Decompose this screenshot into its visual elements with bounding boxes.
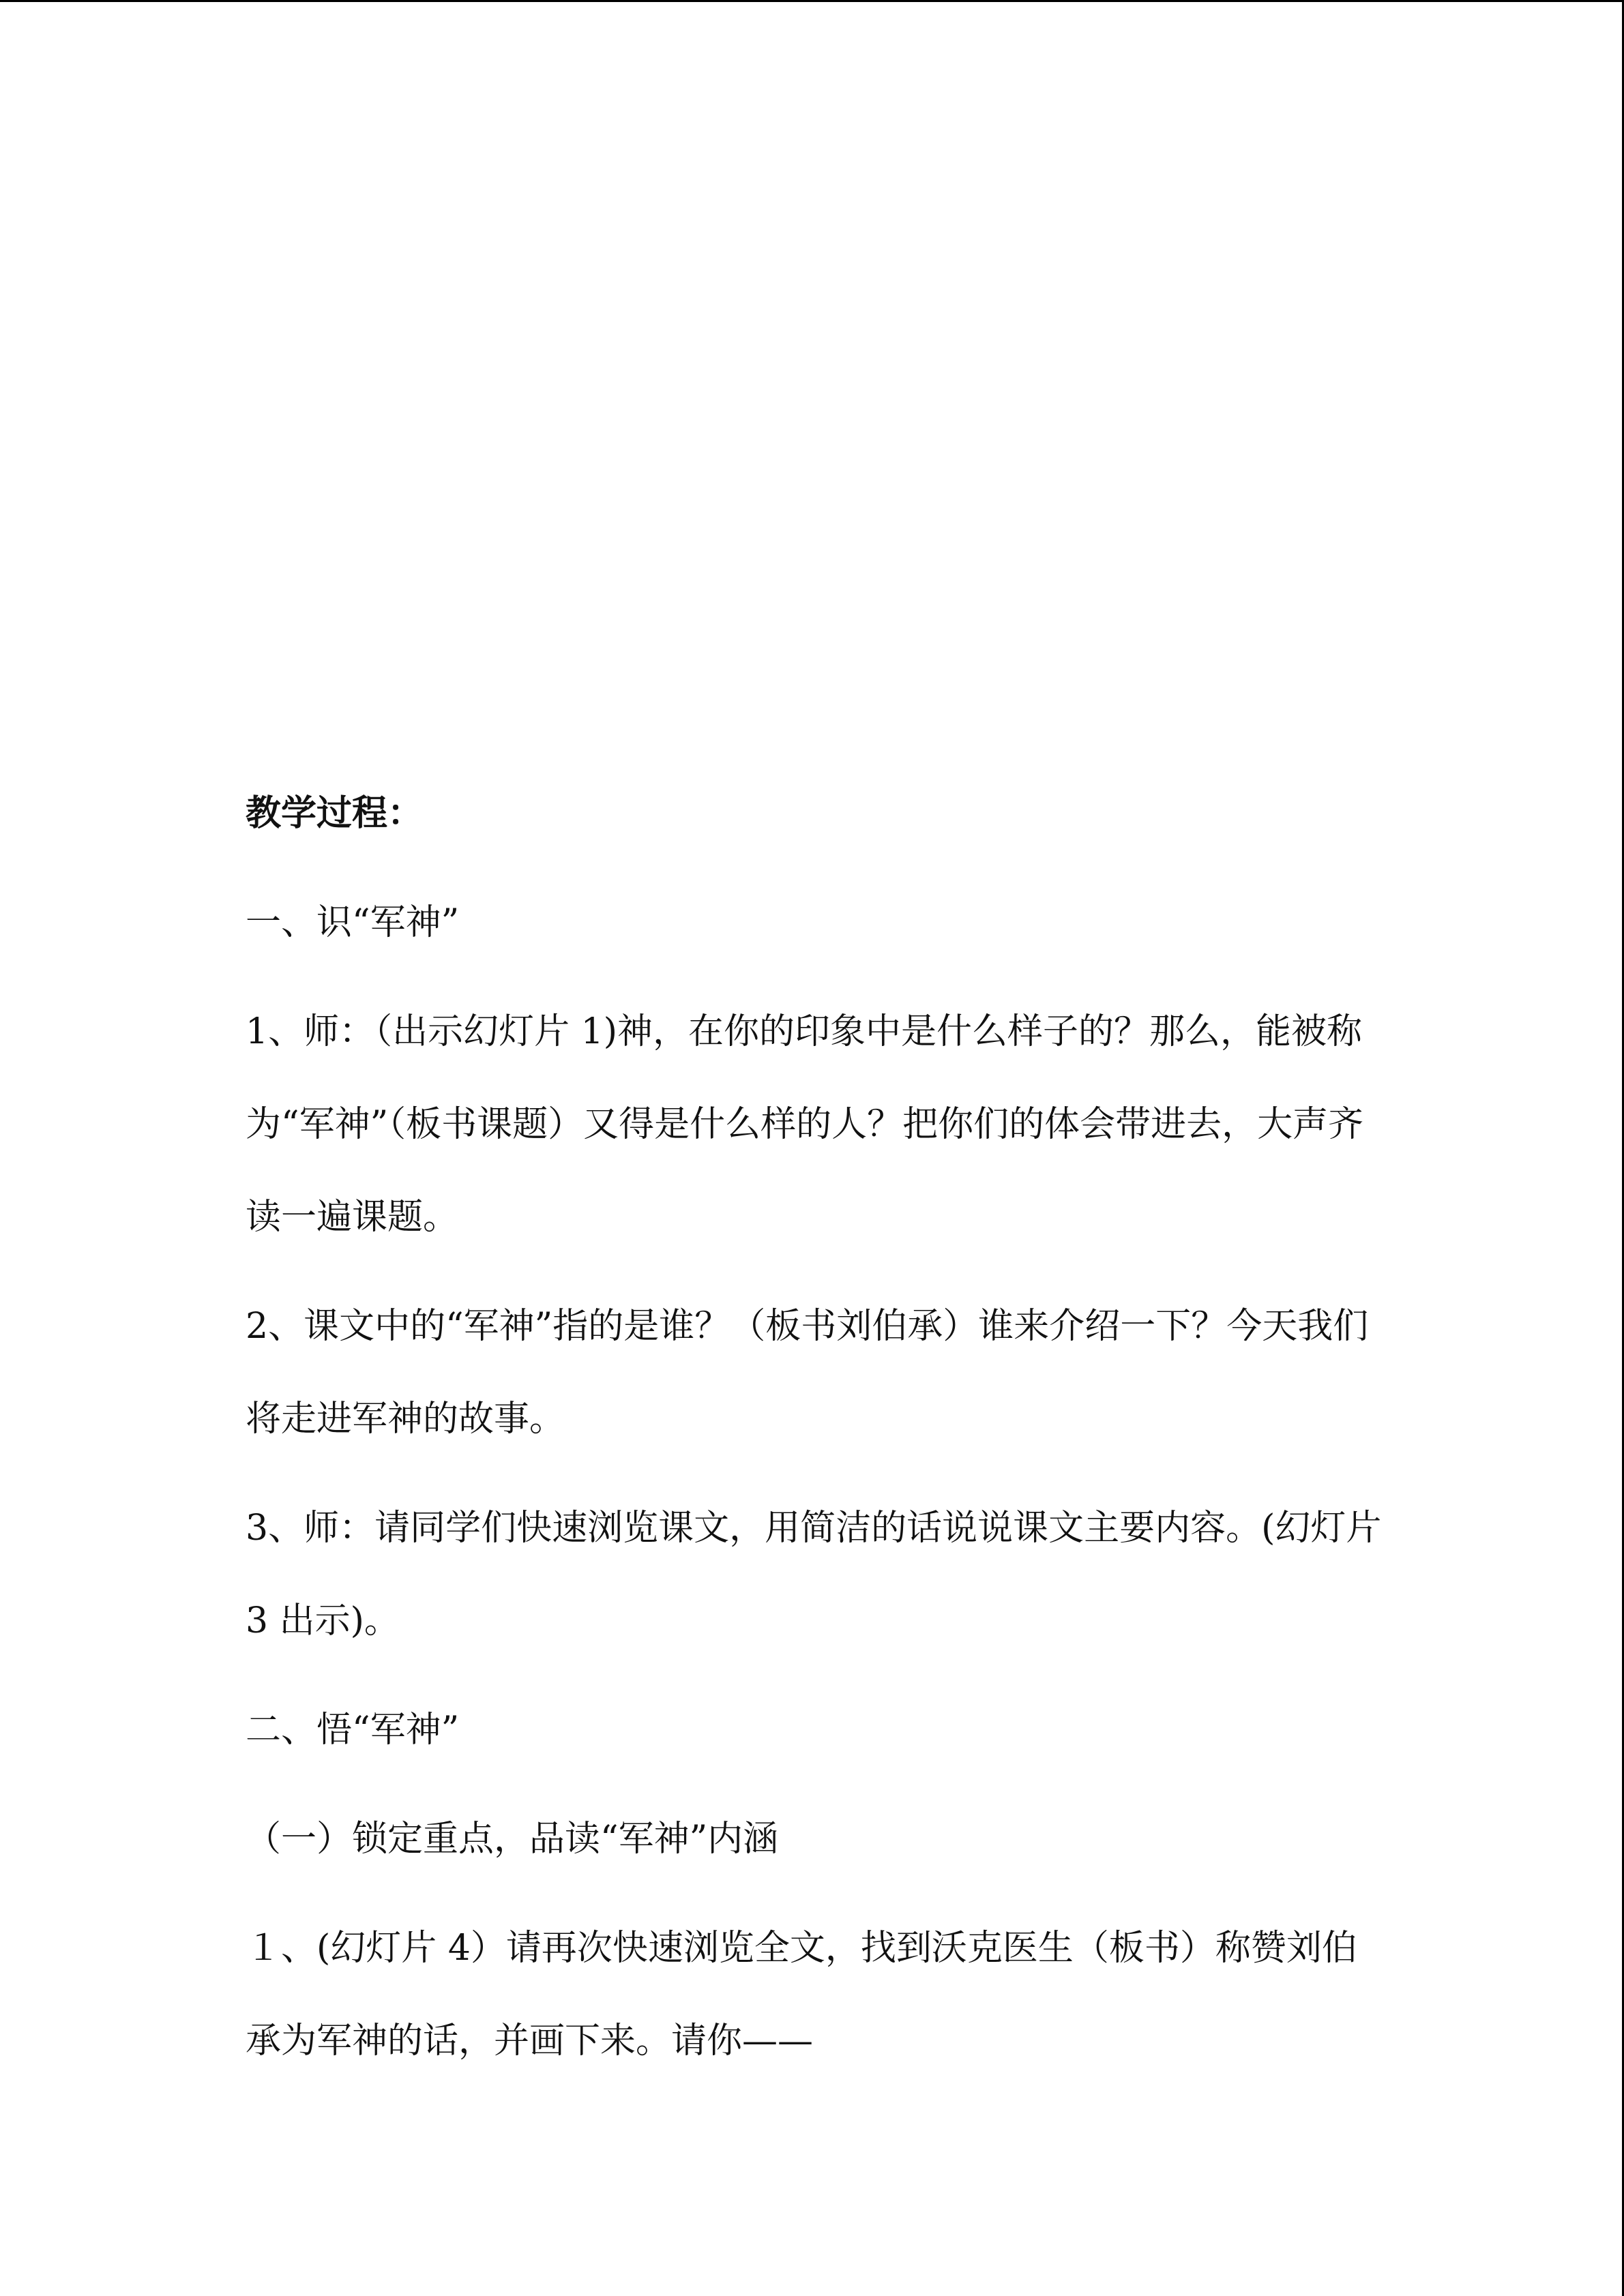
paragraph-4: １、(幻灯片 4）请再次快速浏览全文，找到沃克医生（板书）称赞刘伯承为军神的话，并画下来。请你—— (246, 1928, 1357, 2061)
heading: 教学过程： (246, 792, 424, 834)
page-top-border (0, 0, 1624, 2)
section-1-title: 一、识“军神” (246, 902, 460, 943)
paragraph-3: 3、师：请同学们快速浏览课文，用简洁的话说说课文主要内容。(幻灯片 3 出示)。 (246, 1508, 1382, 1641)
document-body (246, 767, 1385, 2087)
section-2-title: 二、悟“军神” (246, 1710, 460, 1750)
paragraph-2: 2、课文中的“军神”指的是谁？（板书刘伯承）谁来介绍一下？今天我们将走进军神的故事。 (246, 1306, 1369, 1440)
subsection-1-title: （一）锁定重点，品读“军神”内涵 (246, 1819, 779, 1860)
paragraph-1: 1、师：（出示幻灯片 1)神，在你的印象中是什么样子的？那么，能被称为“军神”（板书课题）又得是什么样的人？把你们的体会带进去，大声齐读一遍课题。 (246, 1011, 1364, 1238)
